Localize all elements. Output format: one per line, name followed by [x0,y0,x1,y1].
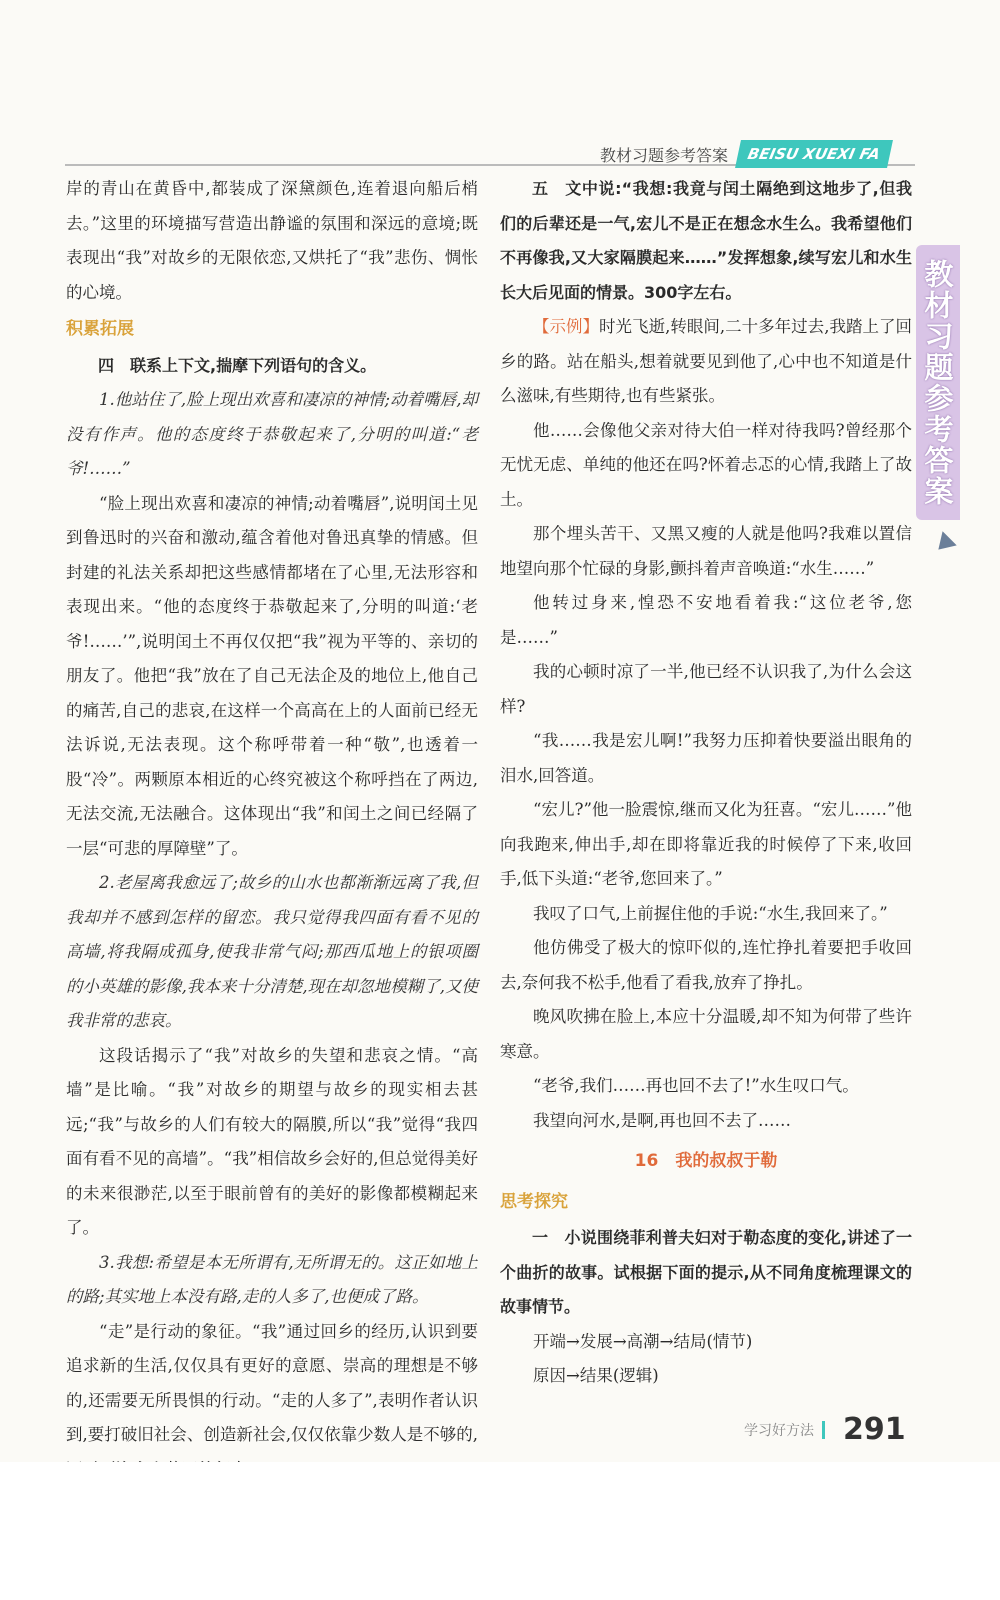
example-para: 他仿佛受了极大的惊吓似的,连忙挣扎着要把手收回去,奈何我不松手,他看了看我,放弃了挣扎。 [500,938,912,992]
right-column [500,172,912,1394]
question-5: 五 文中说:“我想:我竟与闰土隔绝到这地步了,但我们的后辈还是一气,宏儿不是正在想念水生么。我希望他们不再像我,又大家隔膜起来……”发挥想象,续写宏儿和水生长大后见面的情景。300字左右。 [500,179,912,302]
page-header [600,138,890,170]
footer-label: 学习好方法 [744,1422,814,1439]
logic-line: 原因→结果(逻辑) [533,1366,659,1385]
example-para: “宏儿?”他一脸震惊,继而又化为狂喜。“宏儿……”他向我跑来,伸出手,却在即将靠近我的时候停了下来,收回手,低下头道:“老爷,您回来了。” [500,800,912,888]
quote-1: 1.他站住了,脸上现出欢喜和凄凉的神情;动着嘴唇,却没有作声。他的态度终于恭敬起来了,分明的叫道:“老爷!……” [66,390,478,478]
quote-3: 3.我想:希望是本无所谓有,无所谓无的。这正如地上的路;其实地上本没有路,走的人多了,也便成了路。 [66,1252,478,1306]
side-tab-marker [931,531,956,556]
example-para: 他转过身来,惶恐不安地看着我:“这位老爷,您是……” [500,593,912,647]
left-column [66,172,478,1487]
answer-2: 这段话揭示了“我”对故乡的失望和悲哀之情。“高墙”是比喻。“我”对故乡的期望与故乡的现实相去甚远;“我”与故乡的人们有较大的隔膜,所以“我”觉得“我四面有看不见的高墙”。“我”相信故乡会好的,但总觉得美好的未来很渺茫,以至于眼前曾有的美好的影像都模糊起来了。 [66,1045,478,1237]
page-number: 291 [843,1412,906,1447]
example-tag: 【示例】 [533,317,600,336]
example-para [500,310,912,414]
example-para: 晚风吹拂在脸上,本应十分温暖,却不知为何带了些许寒意。 [500,1007,912,1061]
section-heading-explore: 思考探究 [500,1191,568,1212]
header-brand: BEISU XUEXI FA [735,140,893,168]
chapter-title: 16 我的叔叔于勒 [634,1151,778,1171]
section-heading-accumulate: 积累拓展 [66,319,134,339]
example-para: “我……我是宏儿啊!”我努力压抑着快要溢出眼角的泪水,回答道。 [500,731,912,785]
example-text: 时光飞逝,转眼间,二十多年过去,我踏上了回乡的路。站在船头,想着就要见到他了,心中也不知道是什么滋味,有些期待,也有些紧张。 [500,317,912,405]
example-para: 他……会像他父亲对待大伯一样对待我吗?曾经那个无忧无虑、单纯的他还在吗?怀着忐忑的心情,我踏上了故土。 [500,420,912,509]
example-para: 我望向河水,是啊,再也回不去了…… [533,1110,791,1130]
question-1: 一 小说围绕菲利普夫妇对于勒态度的变化,讲述了一个曲折的故事。试根据下面的提示,从不同角度梳理课文的故事情节。 [500,1228,912,1316]
page-footer [744,1412,906,1447]
answer-1: “脸上现出欢喜和凄凉的神情;动着嘴唇”,说明闰土见到鲁迅时的兴奋和激动,蕴含着他对鲁迅真挚的情感。但封建的礼法关系却把这些感情都堵在了心里,无法形容和表现出来。“他的态度终于恭敬起来了,分明的叫道:‘老爷!……’”,说明闰土不再仅仅把“我”视为平等的、亲切的朋友了。他把“我”放在了自己无法企及的地位上,他自己的痛苦,自己的悲哀,在这样一个高高在上的人面前已经无法诉说,无法表现。这个称呼带着一种“敬”,也透着一股“冷”。两颗原本相近的心终究被这个称呼挡在了两边,无法交流,无法融合。这体现出“我”和闰土之间已经隔了一层“可悲的厚障壁”了。 [66,493,478,858]
footer-divider [822,1421,825,1439]
example-para: “老爷,我们……再也回不去了!”水生叹口气。 [533,1076,859,1095]
quote-2: 2.老屋离我愈远了;故乡的山水也都渐渐远离了我,但我却并不感到怎样的留恋。我只觉得我四面有看不见的高墙,将我隔成孤身,使我非常气闷;那西瓜地上的银项圈的小英雄的影像,我本来十分清楚,现在却忽地模糊了,又使我非常的悲哀。 [66,873,478,1030]
header-title: 教材习题参考答案 [600,145,729,165]
answer-3: “走”是行动的象征。“我”通过回乡的经历,认识到要追求新的生活,仅仅具有更好的意愿、崇高的理想是不够的,还需要无所畏惧的行动。“走的人多了”,表明作者认识到,要打破旧社会、创造新社会,仅仅依靠少数人是不够的, [66,1321,478,1444]
side-tab: 教材习题参考答案 [916,245,960,520]
question-4: 四 联系上下文,揣摩下列语句的含义。 [98,355,377,375]
example-para: 我叹了口气,上前握住他的手说:“水生,我回来了。” [533,903,888,923]
example-para: 那个埋头苦干、又黑又瘦的人就是他吗?我难以置信地望向那个忙碌的身影,颤抖着声音唤道:“水生……” [500,524,912,578]
plot-line: 开端→发展→高潮→结局(情节) [533,1331,753,1351]
bottom-margin [0,1462,1000,1600]
paragraph: 岸的青山在黄昏中,都装成了深黛颜色,连着退向船后梢去。”这里的环境描写营造出静谧的氛围和深远的意境;既表现出“我”对故乡的无限依恋,又烘托了“我”悲伤、惆怅的心境。 [66,179,478,302]
example-para: 我的心顿时凉了一半,他已经不认识我了,为什么会这样? [500,662,912,716]
